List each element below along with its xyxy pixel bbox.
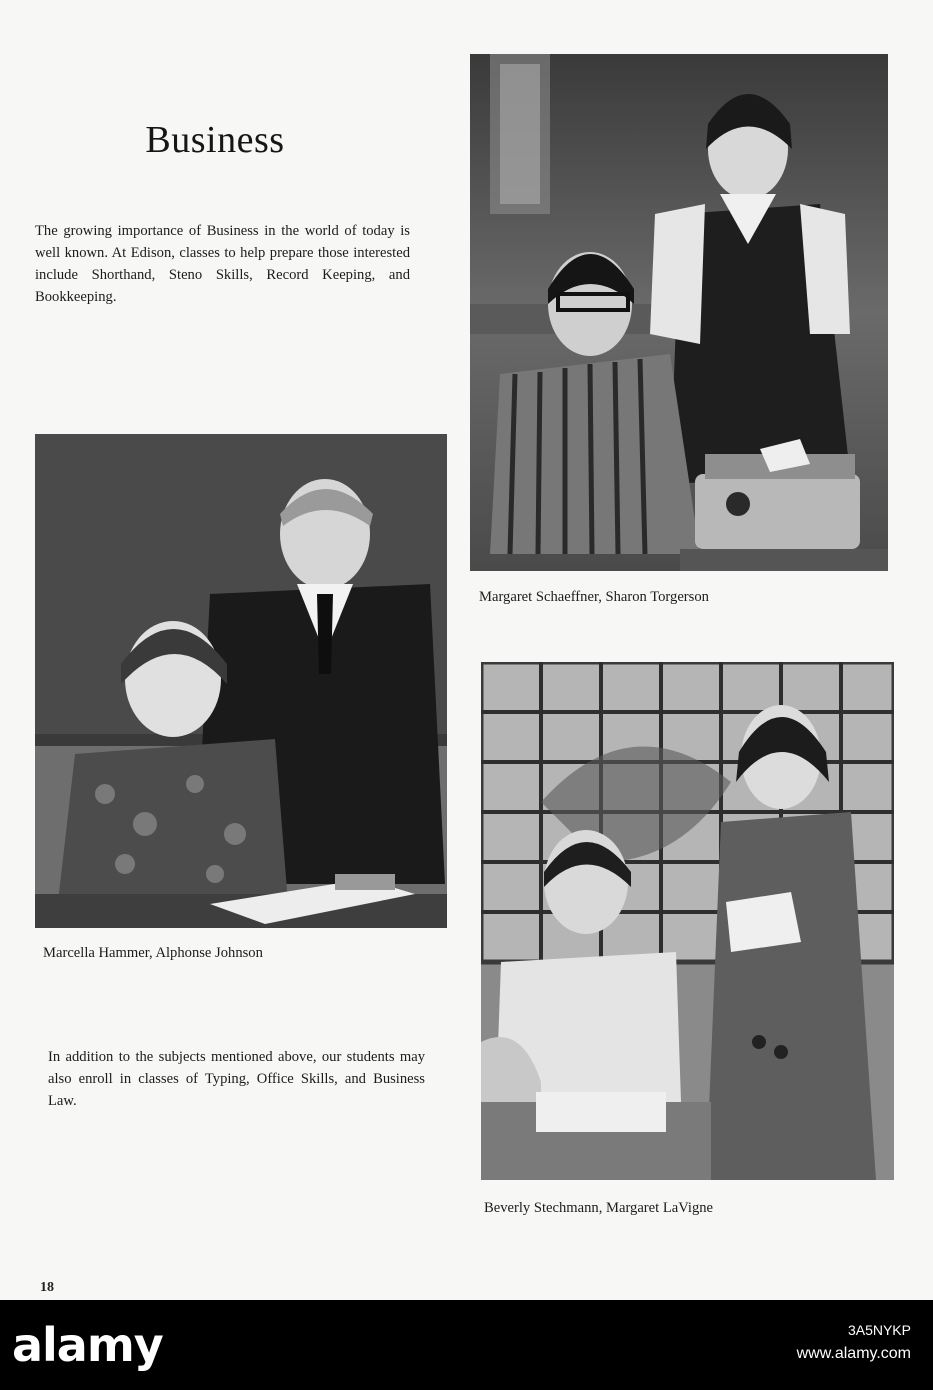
photo-caption: Margaret Schaeffner, Sharon Torgerson	[479, 589, 709, 605]
page-title: Business	[145, 119, 285, 161]
watermark-url: www.alamy.com	[796, 1345, 911, 1362]
photo-caption: Beverly Stechmann, Margaret LaVigne	[484, 1200, 714, 1216]
photo-hammer-johnson	[35, 434, 447, 928]
page-number: 18	[40, 1280, 54, 1295]
extra-paragraph: In addition to the subjects mentioned above, our students may also enroll in classes of Typing, Office Skills, and Business Law.	[48, 1049, 425, 1109]
photo-schaeffner-torgerson	[470, 54, 888, 571]
photo-caption: Marcella Hammer, Alphonse Johnson	[43, 945, 263, 961]
photo-stechmann-lavigne	[481, 662, 894, 1180]
intro-paragraph: The growing importance of Business in the world of today is well known. At Edison, classes to help prepare those interested include Shorthand, Steno Skills, Record Keeping, and Bookkeeping.	[35, 223, 410, 305]
alamy-logo: alamy	[12, 1318, 163, 1372]
image-code: 3A5NYKP	[847, 1322, 911, 1338]
